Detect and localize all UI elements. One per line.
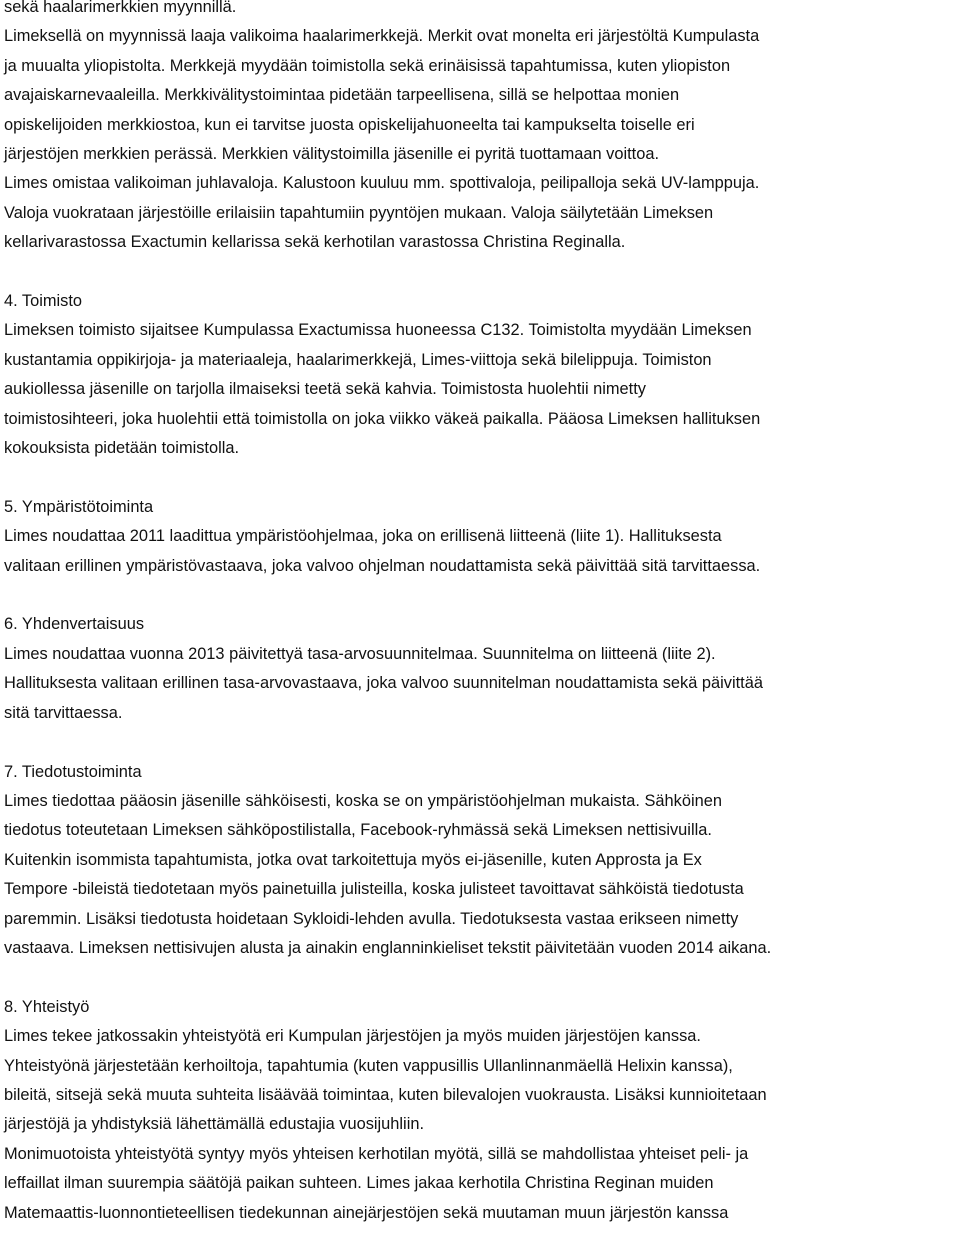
text-line: Limes tekee jatkossakin yhteistyötä eri Kumpulan järjestöjen ja myös muiden järjestöjen kanssa.	[4, 1027, 701, 1046]
text-line: avajaiskarnevaaleilla. Merkkivälitystoimintaa pidetään tarpeellisena, sillä se helpottaa monien	[4, 86, 680, 105]
text-line: paremmin. Lisäksi tiedotusta hoidetaan Sykloidi-lehden avulla. Tiedotuksesta vastaa erikseen nimetty	[4, 909, 739, 928]
text-line: opiskelijoiden merkkiostoa, kun ei tarvitse juosta opiskelijahuoneelta tai kampukselta toiselle eri	[4, 115, 695, 134]
section-heading: 5. Ympäristötoiminta	[4, 497, 154, 516]
text-line: Limes omistaa valikoiman juhlavaloja. Kalustoon kuuluu mm. spottivaloja, peilipalloja sekä UV-lamppuja.	[4, 174, 760, 193]
text-line: toimistosihteeri, joka huolehtii että toimistolla on joka viikko väkeä paikalla. Pääosa Limeksen hallituksen	[4, 409, 761, 428]
text-line: aukiollessa jäsenille on tarjolla ilmaiseksi teetä sekä kahvia. Toimistosta huolehtii nimetty	[4, 380, 646, 399]
text-line: Limes noudattaa 2011 laadittua ympäristöohjelmaa, joka on erillisenä liitteenä (liite 1). Hallituksesta	[4, 527, 722, 546]
section-toimisto	[4, 287, 954, 463]
text-line: Hallituksesta valitaan erillinen tasa-arvovastaava, joka valvoo suunnitelman noudattamista sekä päivittää	[4, 674, 763, 693]
text-line: bileitä, sitsejä sekä muuta suhteita lisäävää toimintaa, kuten bilevalojen vuokrausta. Lisäksi kunnioitetaan	[4, 1085, 767, 1104]
section-paragraph	[4, 1022, 954, 1228]
text-line: Yhteistyönä järjestetään kerhoiltoja, tapahtumia (kuten vappusillis Ullanlinnanmäellä Helixin kanssa),	[4, 1056, 733, 1075]
text-line: tiedotus toteutetaan Limeksen sähköpostilistalla, Facebook-ryhmässä sekä Limeksen nettisivuilla.	[4, 821, 712, 840]
text-line: Limeksellä on myynnissä laaja valikoima haalarimerkkejä. Merkit ovat monelta eri järjestöltä Kumpulasta	[4, 27, 760, 46]
blank-line	[4, 258, 954, 287]
text-line: Kuitenkin isommista tapahtumista, jotka ovat tarkoitettuja myös ei-jäsenille, kuten Approsta ja Ex	[4, 850, 702, 869]
section-ymparistotoiminta	[4, 493, 954, 581]
text-line: järjestöjä ja yhdistyksiä lähettämällä edustajia vuosijuhliin.	[4, 1115, 425, 1134]
text-line: Matemaattis-luonnontieteellisen tiedekunnan ainejärjestöjen sekä muutaman muun järjestön kanssa	[4, 1203, 729, 1222]
section-paragraph	[4, 316, 954, 463]
section-yhteistyo	[4, 993, 954, 1228]
text-line: Limes noudattaa vuonna 2013 päivitettyä tasa-arvosuunnitelmaa. Suunnitelma on liitteenä (liite 2).	[4, 644, 716, 663]
section-paragraph	[4, 522, 954, 581]
paragraph-merkkivalitys	[4, 0, 954, 258]
text-line: kustantamia oppikirjoja- ja materiaaleja, haalarimerkkejä, Limes-viittoja sekä bilelippuja. Toimiston	[4, 350, 712, 369]
section-tiedotustoiminta	[4, 758, 954, 964]
section-merkit-ja-valot	[4, 0, 954, 258]
text-line: Monimuotoista yhteistyötä syntyy myös yhteisen kerhotilan myötä, sillä se mahdollistaa yhteiset peli- ja	[4, 1144, 749, 1163]
text-line: ja muualta yliopistolta. Merkkejä myydään toimistolla sekä erinäisissä tapahtumissa, kuten yliopiston	[4, 56, 731, 75]
text-line: valitaan erillinen ympäristövastaava, joka valvoo ohjelman noudattamista sekä päivittää sitä tarvittaessa.	[4, 556, 761, 575]
text-line: sekä haalarimerkkien myynnillä.	[4, 0, 237, 16]
text-line: Tempore -bileistä tiedotetaan myös painetuilla julisteilla, koska julisteet tavoittavat sähköistä tiedotusta	[4, 880, 744, 899]
text-line: sitä tarvittaessa.	[4, 703, 123, 722]
text-line: Limes tiedottaa pääosin jäsenille sähköisesti, koska se on ympäristöohjelman mukaista. Sähköinen	[4, 791, 722, 810]
text-line: kellarivarastossa Exactumin kellarissa sekä kerhotilan varastossa Christina Reginalla.	[4, 233, 626, 252]
section-yhdenvertaisuus	[4, 610, 954, 728]
text-line: vastaava. Limeksen nettisivujen alusta ja ainakin englanninkieliset tekstit päivitetään vuoden 2014 aikana.	[4, 938, 772, 957]
section-heading: 7. Tiedotustoiminta	[4, 762, 142, 781]
section-heading: 8. Yhteistyö	[4, 997, 90, 1016]
section-heading: 4. Toimisto	[4, 292, 83, 311]
section-paragraph	[4, 787, 954, 963]
text-line: kokouksista pidetään toimistolla.	[4, 439, 240, 458]
text-line: Valoja vuokrataan järjestöille erilaisiin tapahtumiin pyyntöjen mukaan. Valoja säilytetään Limeksen	[4, 203, 714, 222]
text-line: leffaillat ilman suurempia säätöjä paikan suhteen. Limes jakaa kerhotila Christina Reginan muiden	[4, 1174, 714, 1193]
text-line: järjestöjen merkkien perässä. Merkkien välitystoimilla jäsenille ei pyritä tuottamaan voittoa.	[4, 145, 660, 164]
text-line: Limeksen toimisto sijaitsee Kumpulassa Exactumissa huoneessa C132. Toimistolta myydään Limeksen	[4, 321, 752, 340]
section-paragraph	[4, 640, 954, 728]
section-heading: 6. Yhdenvertaisuus	[4, 615, 145, 634]
document-page	[4, 0, 954, 1228]
